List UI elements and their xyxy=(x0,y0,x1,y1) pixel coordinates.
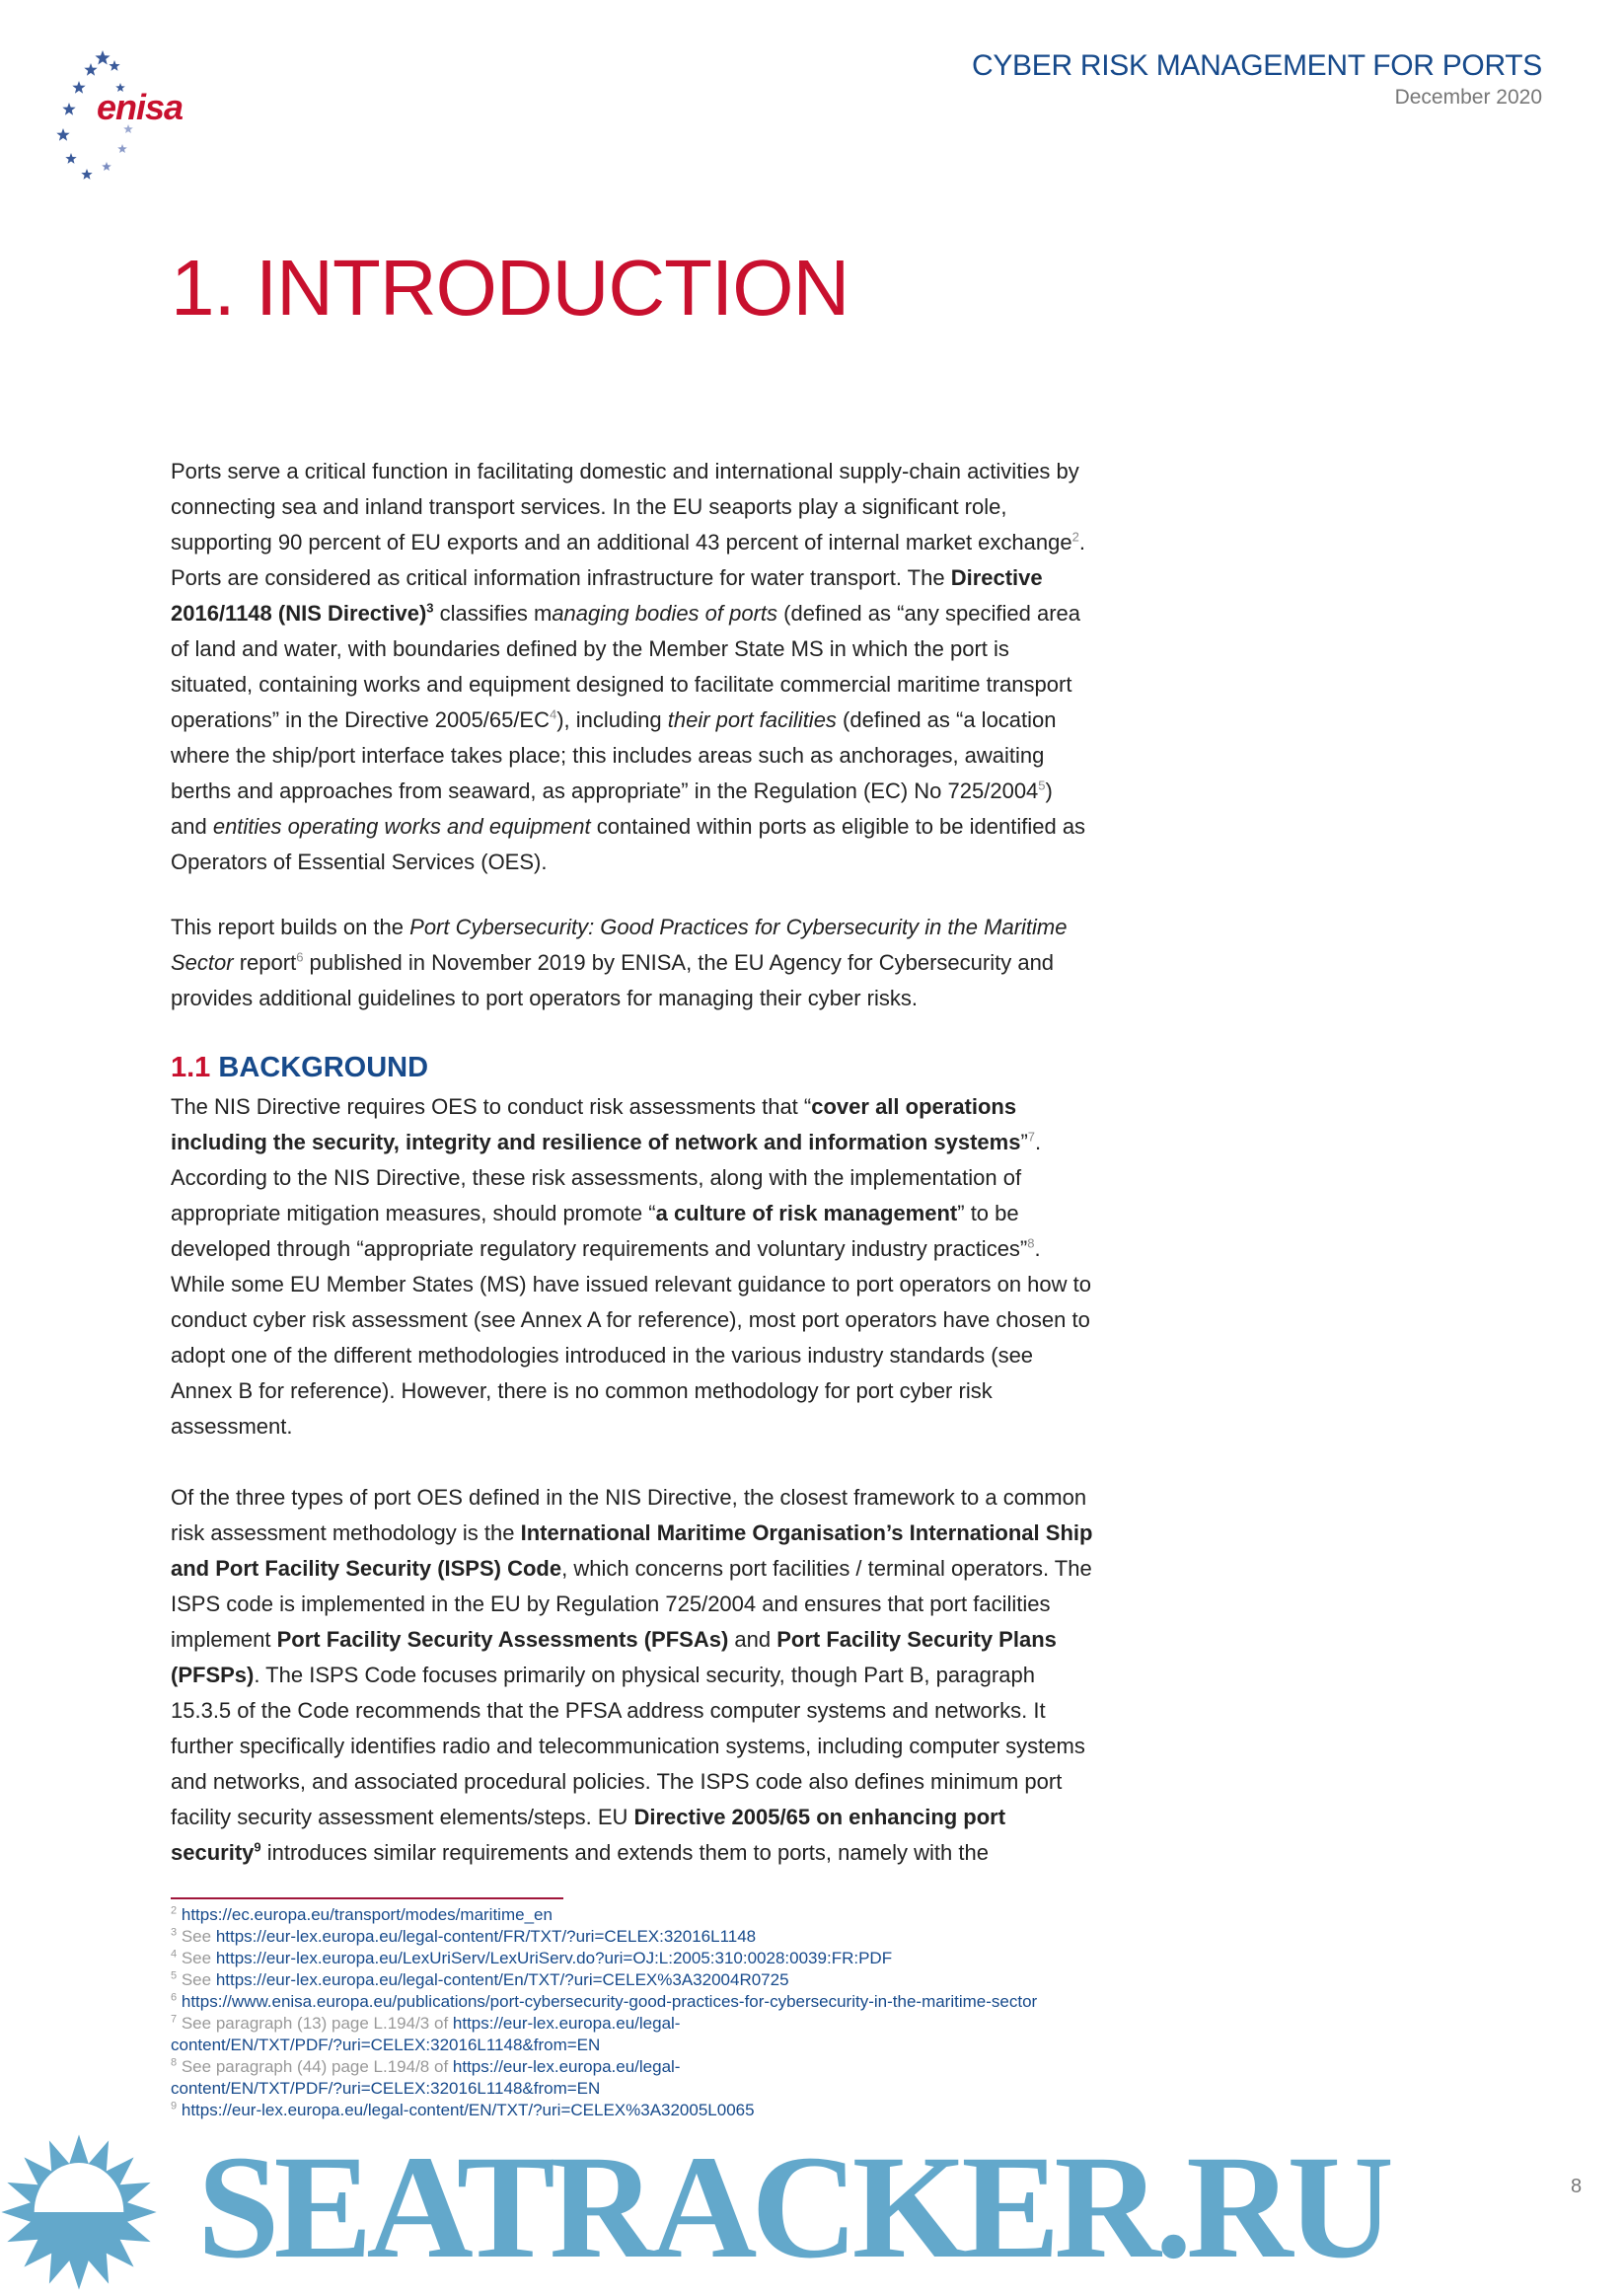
paragraph-intro xyxy=(171,454,1305,880)
text: ) and xyxy=(171,778,1053,839)
document-date: December 2020 xyxy=(1394,86,1542,109)
section-number: 1.1 xyxy=(171,1052,211,1083)
watermark: SEATRACKER.RU xyxy=(197,2125,1388,2289)
paragraph-isps xyxy=(171,1480,1305,1871)
star-icon xyxy=(62,103,75,115)
bold-text: cover all operations including the security, integrity and resilience of network and information systems xyxy=(171,1094,1021,1154)
footnote xyxy=(171,1948,1256,1969)
text: report xyxy=(233,950,297,975)
footnote-text: See xyxy=(177,1970,216,1989)
text: . Ports are considered as critical information infrastructure for water transport. The xyxy=(171,530,1085,590)
footnote-link[interactable]: https://ec.europa.eu/transport/modes/maritime_en xyxy=(181,1905,553,1924)
footnote-ref: 3 xyxy=(426,600,434,616)
footnote-ref: 7 xyxy=(1027,1129,1035,1145)
star-icon xyxy=(102,162,111,171)
text: ” to be developed through “appropriate regulatory requirements and voluntary industry practices” xyxy=(171,1201,1028,1261)
footnote xyxy=(171,2056,1256,2100)
footnote-link[interactable]: https://eur-lex.europa.eu/LexUriServ/LexUriServ.do?uri=OJ:L:2005:310:0028:0039:FR:PDF xyxy=(215,1949,893,1967)
paragraph-report xyxy=(171,910,1305,1016)
footnote xyxy=(171,1904,1256,1926)
text: (defined as “any specified area of land and water, with boundaries defined by the Member State MS in which the port is situated, containing works and equipment designed to facilitate commercial maritime transport operations” in the Directive 2005/65/EC xyxy=(171,601,1081,732)
bold-text: a culture of risk management xyxy=(655,1201,958,1225)
footnote-ref: 2 xyxy=(1071,529,1079,545)
footnote-link[interactable]: https://www.enisa.europa.eu/publications/port-cybersecurity-good-practices-for-cybersecurity-in-the-maritime-sector xyxy=(181,1992,1038,2011)
enisa-logo: enisa xyxy=(97,87,184,127)
text: . While some EU Member States (MS) have issued relevant guidance to port operators on how to conduct cyber risk assessment (see Annex A for reference), most port operators have chosen to adopt one of the different methodologies introduced in the various industry standards (see Annex B for reference). However, there is no common methodology for port cyber risk assessment. xyxy=(171,1236,1092,1439)
footnote-ref: 4 xyxy=(550,706,557,722)
text: classifies m xyxy=(433,601,553,626)
footnote xyxy=(171,1926,1256,1948)
star-icon xyxy=(117,144,127,153)
star-icon xyxy=(65,153,76,164)
footnote xyxy=(171,2100,1256,2121)
text: introduces similar requirements and extends them to ports, namely with the xyxy=(260,1840,989,1865)
text: Of the three types of port OES defined in the NIS Directive, the closest framework to a common risk assessment methodology is the xyxy=(171,1485,1087,1545)
footnote-ref: 9 xyxy=(254,1839,261,1855)
text: This report builds on the xyxy=(171,915,410,939)
sun-logo-icon xyxy=(0,2133,158,2291)
text: (defined as “a location where the ship/port interface takes place; this includes areas such as anchorages, awaiting berths and approaches from seaward, as appropriate” in the Regulation (EC) No 725/2004 xyxy=(171,707,1057,803)
text: contained within ports as eligible to be identified as Operators of Essential Services (OES). xyxy=(171,814,1086,874)
paragraph-nis xyxy=(171,1089,1305,1444)
footnote-ref: 6 xyxy=(296,949,304,965)
text: The NIS Directive requires OES to conduct risk assessments that “ xyxy=(171,1094,812,1119)
footnote xyxy=(171,2013,1256,2056)
footnote-number: 5 xyxy=(171,1969,178,1982)
italic-text: Port Cybersecurity: Good Practices for Cybersecurity in the Maritime Sector xyxy=(171,915,1068,975)
footnote-number: 8 xyxy=(171,2056,178,2069)
footnote-ref: 5 xyxy=(1038,778,1046,793)
text: ” xyxy=(1020,1130,1028,1154)
text: Ports serve a critical function in facilitating domestic and international supply-chain activities by connecting sea and inland transport services. In the EU seaports play a significant role, supporting 90 percent of EU exports and an additional 43 percent of internal market exchange xyxy=(171,459,1079,555)
bold-text: Port Facility Security Assessments (PFSAs) xyxy=(276,1627,729,1652)
footnote-ref: 8 xyxy=(1027,1235,1035,1251)
italic-text: their port facilities xyxy=(667,707,837,732)
footnote-link[interactable]: https://eur-lex.europa.eu/legal-content/En/TXT/?uri=CELEX%3A32004R0725 xyxy=(215,1970,789,1989)
text: published in November 2019 by ENISA, the EU Agency for Cybersecurity and provides additional guidelines to port operators for managing their cyber risks. xyxy=(171,950,1055,1010)
section-title: BACKGROUND xyxy=(210,1052,429,1083)
footnote-text: See paragraph (44) page L.194/8 of xyxy=(177,2057,453,2076)
star-icon xyxy=(56,128,69,141)
footnote-text: See xyxy=(177,1927,216,1946)
footnote-link[interactable]: https://eur-lex.europa.eu/legal-content/FR/TXT/?uri=CELEX:32016L1148 xyxy=(215,1927,757,1946)
footnote xyxy=(171,1969,1256,1991)
bold-text: Directive 2016/1148 (NIS Directive) xyxy=(171,565,1043,626)
footnote-text: See paragraph (13) page L.194/3 of xyxy=(177,2014,453,2033)
italic-text: anaging bodies of ports xyxy=(552,601,778,626)
footnote-number: 4 xyxy=(171,1948,178,1961)
footnote-number: 6 xyxy=(171,1991,178,2004)
star-icon xyxy=(109,60,119,71)
star-icon xyxy=(84,63,97,76)
text: , which concerns port facilities / terminal operators. The ISPS code is implemented in the EU by Regulation 725/2004 and ensures that port facilities implement xyxy=(171,1556,1092,1652)
footnotes xyxy=(171,1904,1256,2121)
footnote-number: 3 xyxy=(171,1926,178,1939)
star-icon xyxy=(72,81,85,94)
chapter-title: 1. INTRODUCTION xyxy=(171,244,849,332)
text: . According to the NIS Directive, these risk assessments, along with the implementation of appropriate mitigation measures, should promote “ xyxy=(171,1130,1042,1225)
section-heading xyxy=(171,1052,428,1084)
bold-text: Port Facility Security Plans (PFSPs) xyxy=(171,1627,1057,1687)
footnote-divider xyxy=(171,1897,563,1899)
star-icon xyxy=(81,169,92,180)
star-icon xyxy=(95,50,110,65)
page-number: 8 xyxy=(1571,2176,1583,2197)
footnote xyxy=(171,1991,1256,2013)
document-title: CYBER RISK MANAGEMENT FOR PORTS xyxy=(971,49,1542,82)
bold-text: International Maritime Organisation’s International Ship and Port Facility Security (ISPS) Code xyxy=(171,1520,1093,1581)
text: ), including xyxy=(556,707,668,732)
italic-text: entities operating works and equipment xyxy=(212,814,591,839)
text: and xyxy=(728,1627,777,1652)
footnote-link[interactable]: https://eur-lex.europa.eu/legal- content/EN/TXT/PDF/?uri=CELEX:32016L1148&from=EN xyxy=(171,2057,681,2098)
text: . The ISPS Code focuses primarily on physical security, though Part B, paragraph 15.3.5 of the Code recommends that the PFSA address computer systems and networks. It further specifically identifies radio and telecommunication systems, including computer systems and networks, and associated procedural policies. The ISPS code also defines minimum port facility security assessment elements/steps. EU xyxy=(171,1663,1085,1829)
footnote-link[interactable]: https://eur-lex.europa.eu/legal- content/EN/TXT/PDF/?uri=CELEX:32016L1148&from=EN xyxy=(171,2014,681,2054)
footnote-text: See xyxy=(177,1949,216,1967)
bold-text: Directive 2005/65 on enhancing port security xyxy=(171,1805,1006,1865)
footnote-number: 9 xyxy=(171,2100,178,2112)
footnote-number: 7 xyxy=(171,2013,178,2026)
footnote-link[interactable]: https://eur-lex.europa.eu/legal-content/EN/TXT/?uri=CELEX%3A32005L0065 xyxy=(181,2101,755,2119)
footnote-number: 2 xyxy=(171,1904,178,1917)
